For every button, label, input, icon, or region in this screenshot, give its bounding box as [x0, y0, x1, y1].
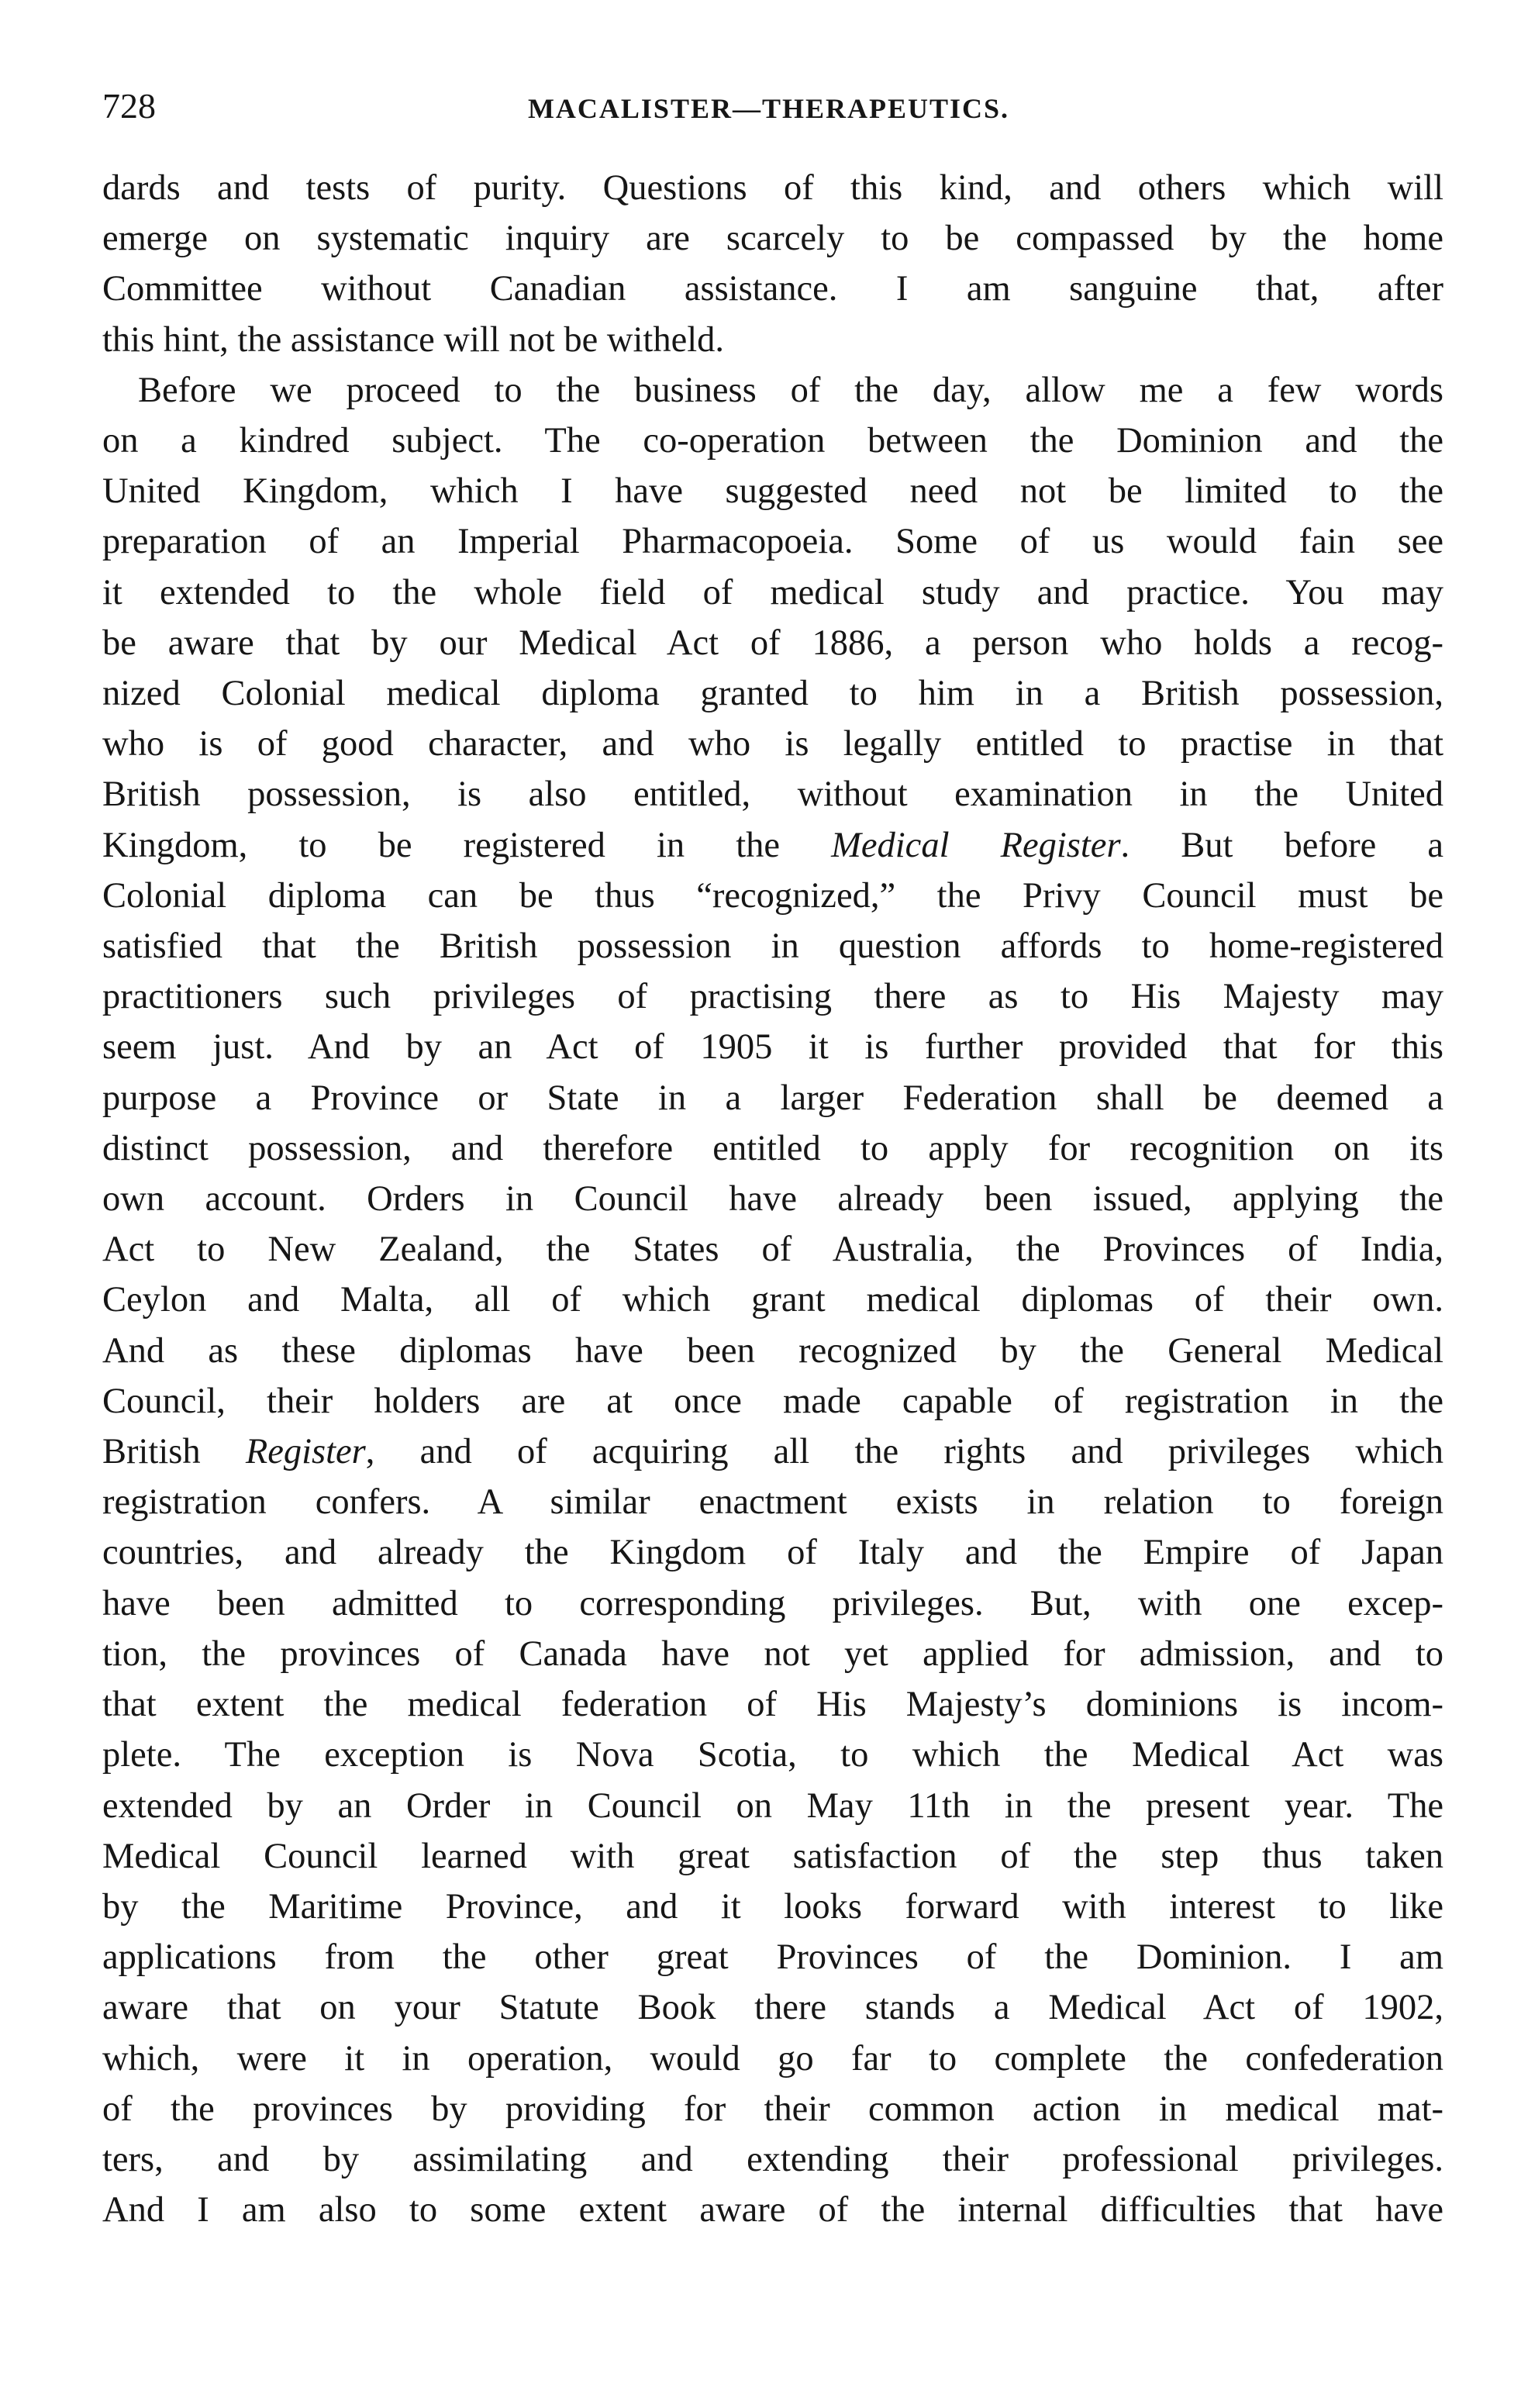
page-number: 728: [102, 86, 156, 126]
text-line: British possession, is also entitled, without examination in the United: [102, 774, 1443, 815]
body-text: [102, 163, 1443, 2235]
text-line: preparation of an Imperial Pharmacopoeia. Some of us would fain see: [102, 522, 1443, 562]
text-line: Act to New Zealand, the States of Australia, the Provinces of India,: [102, 1230, 1443, 1270]
text-line: this hint, the assistance will not be witheld.: [102, 319, 725, 360]
text-line: who is of good character, and who is legally entitled to practise in that: [102, 724, 1443, 764]
text-line: of the provinces by providing for their common action in medical mat-: [102, 2089, 1443, 2129]
text-line: seem just. And by an Act of 1905 it is further provided that for this: [102, 1027, 1443, 1068]
text-line: on a kindred subject. The co-operation between the Dominion and the: [102, 421, 1443, 461]
text-line: And I am also to some extent aware of the internal difficulties that have: [102, 2190, 1443, 2230]
text-line: applications from the other great Provinces of the Dominion. I am: [102, 1937, 1443, 1978]
text-line: aware that on your Statute Book there stands a Medical Act of 1902,: [102, 1988, 1443, 2028]
text-line: be aware that by our Medical Act of 1886, a person who holds a recog-: [102, 623, 1443, 663]
text-line: United Kingdom, which I have suggested need not be limited to the: [102, 471, 1443, 512]
paragraph: [102, 163, 1443, 365]
text-line: practitioners such privileges of practising there as to His Majesty may: [102, 977, 1443, 1017]
text-line: Before we proceed to the business of the day, allow me a few words: [138, 370, 1443, 410]
text-line: Medical Council learned with great satisfaction of the step thus taken: [102, 1836, 1443, 1876]
text-line: purpose a Province or State in a larger Federation shall be deemed a: [102, 1078, 1443, 1118]
running-title: MACALISTER—THERAPEUTICS.: [527, 93, 1010, 124]
text-line: countries, and already the Kingdom of Italy and the Empire of Japan: [102, 1533, 1443, 1573]
text-line: which, were it in operation, would go far to complete the confederation: [102, 2038, 1443, 2079]
text-line: Kingdom, to be registered in the Medical Register. But before a: [102, 825, 1443, 865]
text-line: Ceylon and Malta, all of which grant medical diplomas of their own.: [102, 1280, 1443, 1320]
page-header: [102, 85, 1443, 141]
text-line: extended by an Order in Council on May 11th in the present year. The: [102, 1785, 1443, 1826]
text-line: own account. Orders in Council have already been issued, applying the: [102, 1179, 1443, 1220]
text-line: Colonial diploma can be thus “recognized,” the Privy Council must be: [102, 875, 1443, 916]
text-line: that extent the medical federation of His Majesty’s dominions is incom-: [102, 1685, 1443, 1725]
text-line: have been admitted to corresponding privileges. But, with one excep-: [102, 1583, 1443, 1623]
text-line: satisfied that the British possession in question affords to home-registered: [102, 926, 1443, 967]
text-line: by the Maritime Province, and it looks forward with interest to like: [102, 1886, 1443, 1927]
text-line: Committee without Canadian assistance. I am sanguine that, after: [102, 269, 1443, 309]
text-line: distinct possession, and therefore entitled to apply for recognition on its: [102, 1128, 1443, 1168]
text-line: dards and tests of purity. Questions of this kind, and others which will: [102, 168, 1443, 208]
text-line: it extended to the whole field of medical study and practice. You may: [102, 572, 1443, 612]
text-line: Council, their holders are at once made capable of registration in the: [102, 1381, 1443, 1421]
text-line: British Register, and of acquiring all the rights and privileges which: [102, 1432, 1444, 1472]
paragraph: [102, 365, 1443, 2236]
page: [102, 85, 1443, 2235]
text-line: And as these diplomas have been recognized by the General Medical: [102, 1330, 1443, 1371]
text-line: ters, and by assimilating and extending their professional privileges.: [102, 2139, 1443, 2179]
text-line: nized Colonial medical diploma granted to him in a British possession,: [102, 674, 1443, 714]
text-line: plete. The exception is Nova Scotia, to which the Medical Act was: [102, 1735, 1443, 1775]
text-line: emerge on systematic inquiry are scarcely to be compassed by the home: [102, 219, 1443, 259]
text-line: tion, the provinces of Canada have not yet applied for admission, and to: [102, 1634, 1443, 1674]
text-line: registration confers. A similar enactment exists in relation to foreign: [102, 1482, 1443, 1523]
